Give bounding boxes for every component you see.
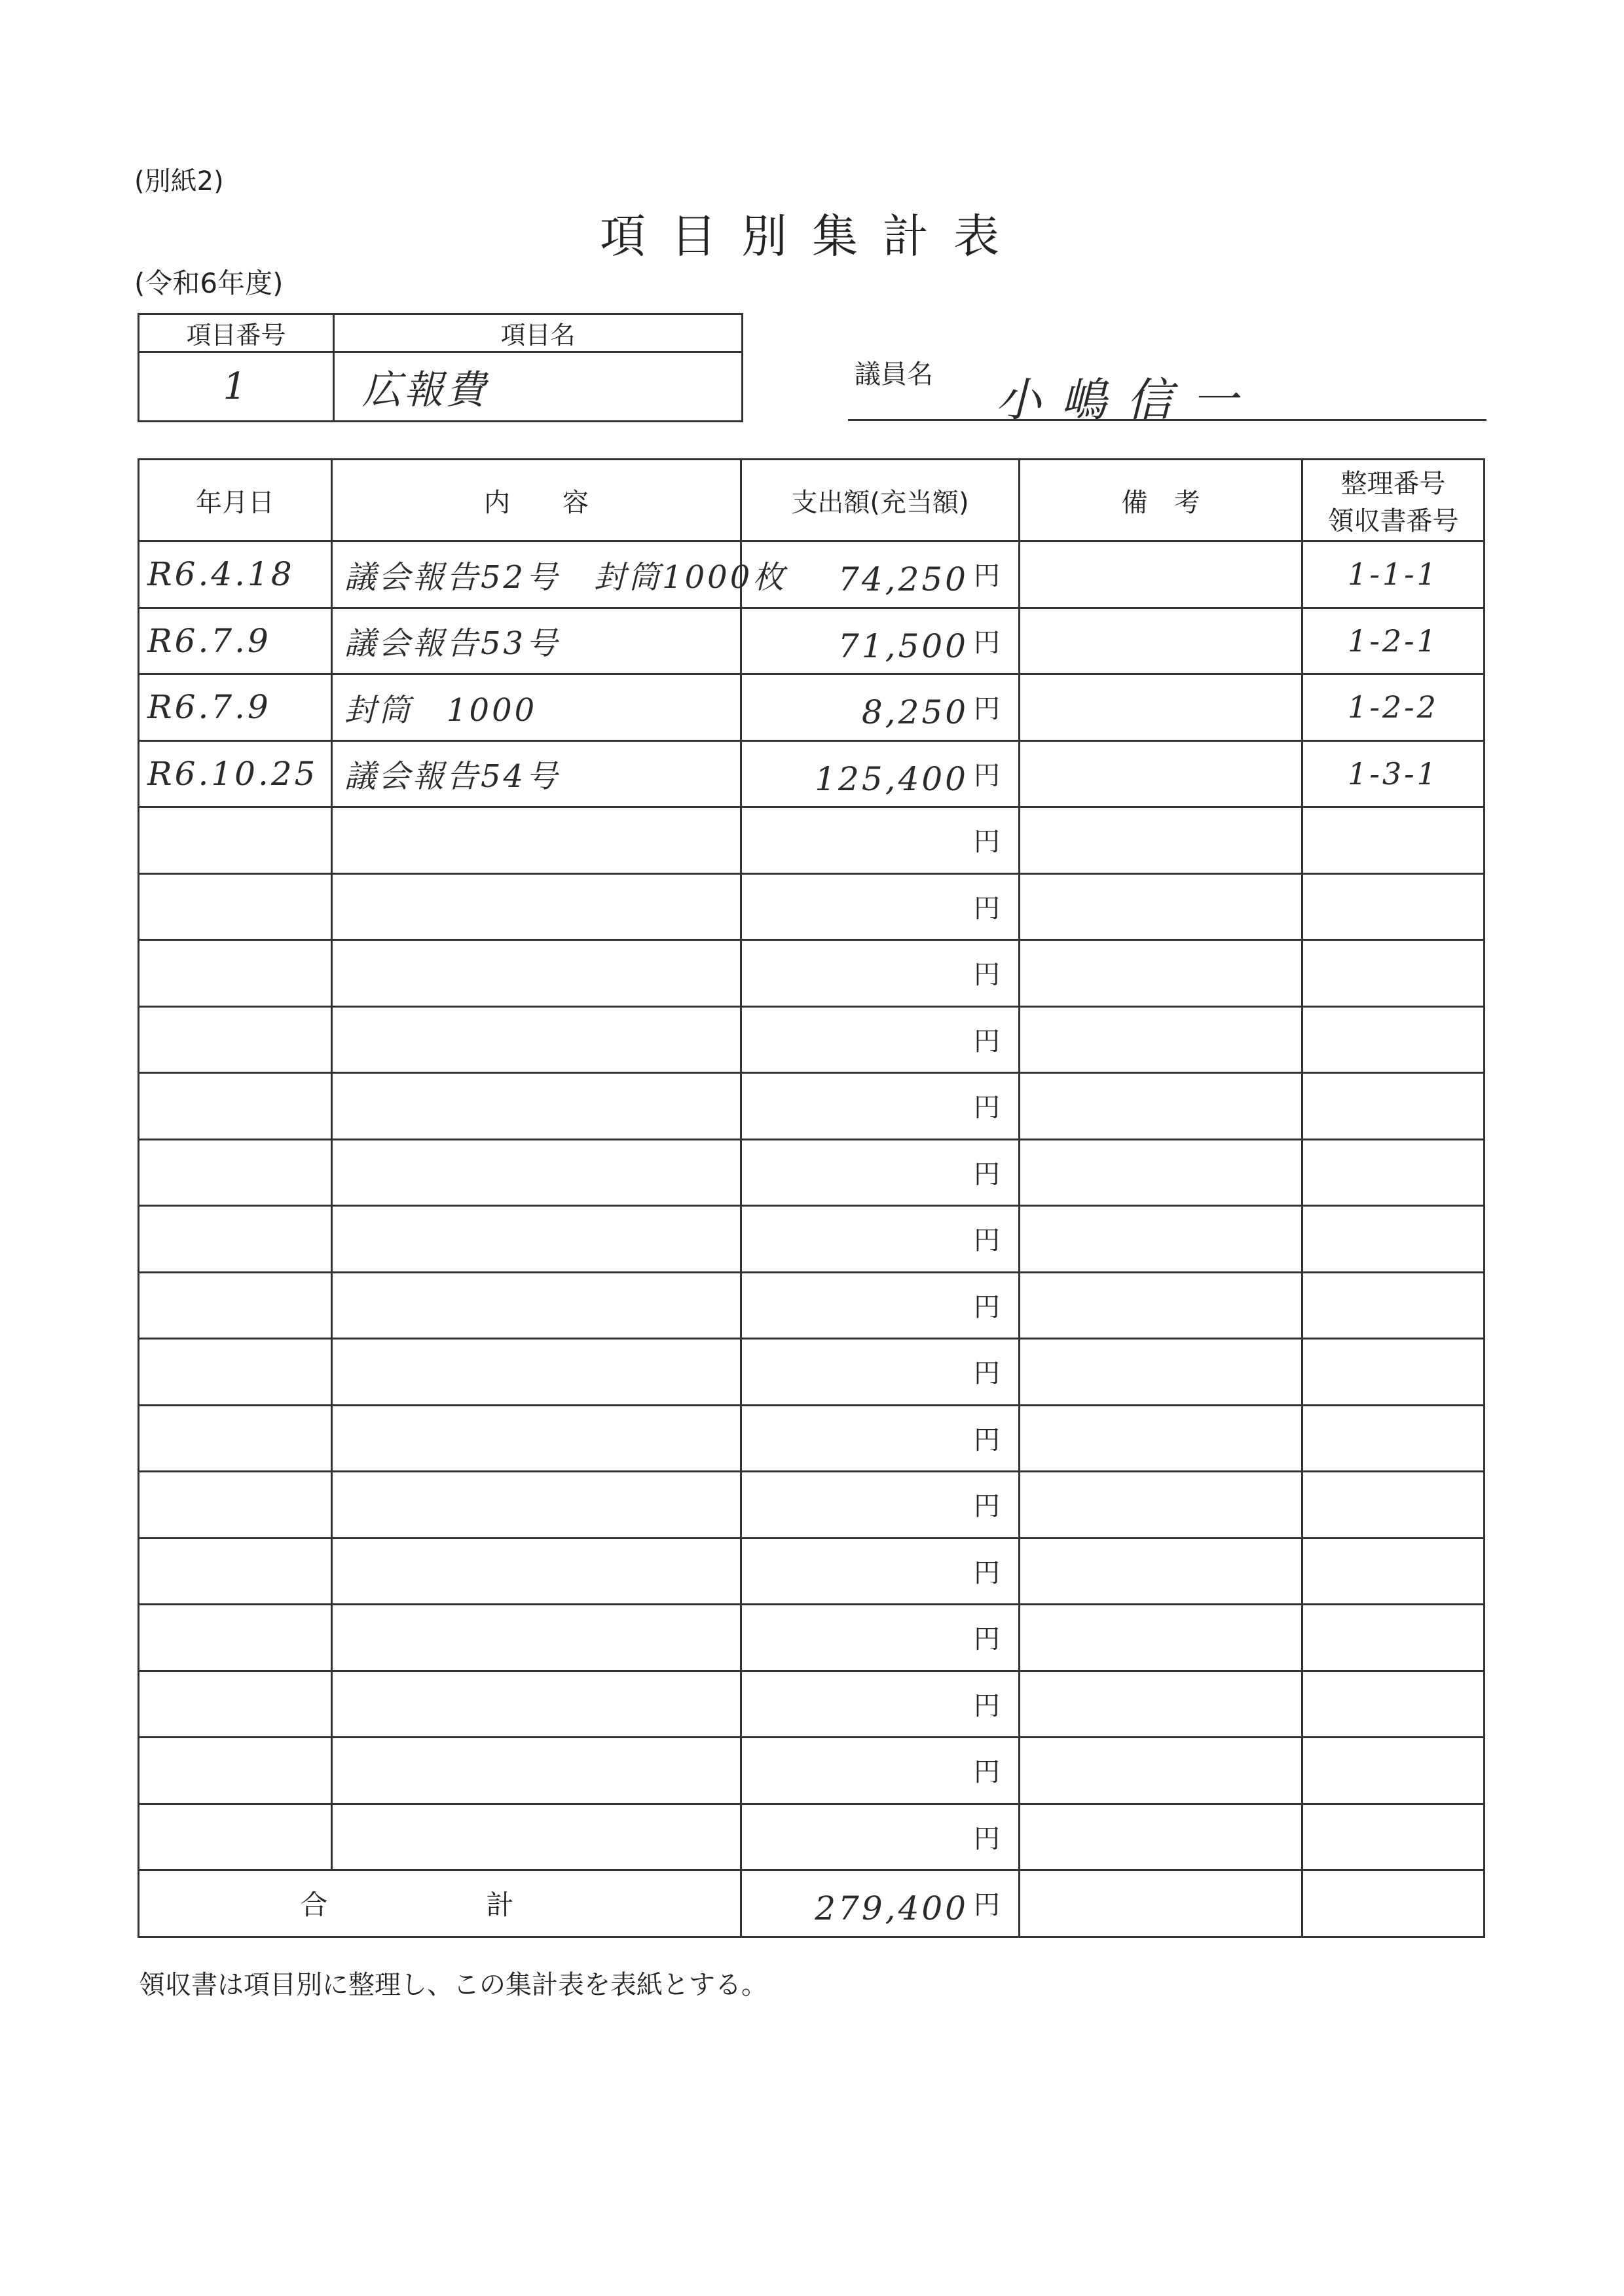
content-cell <box>332 1139 741 1206</box>
number-header-line1: 整理番号 <box>1340 469 1446 499</box>
yen-unit: 円 <box>974 1425 1000 1455</box>
table-row <box>139 1804 1485 1870</box>
date-cell: R6.10.25 <box>139 740 332 807</box>
receipt-number-cell <box>1302 1804 1485 1870</box>
number-header <box>1302 460 1485 541</box>
receipt-number-cell <box>1302 1272 1485 1339</box>
table-row <box>139 1073 1485 1140</box>
content-cell <box>332 1006 741 1073</box>
table-row <box>139 674 1485 741</box>
yen-unit: 円 <box>974 1823 1000 1854</box>
remarks-cell <box>1020 1671 1302 1738</box>
remarks-cell <box>1020 1206 1302 1273</box>
amount-value: 125,400 <box>815 759 969 798</box>
amount-cell <box>741 1139 1020 1206</box>
receipt-number-cell <box>1302 1339 1485 1406</box>
receipt-number-cell: 1-3-1 <box>1302 740 1485 807</box>
content-cell <box>332 1671 741 1738</box>
yen-unit: 円 <box>974 1624 1000 1654</box>
yen-unit: 円 <box>974 827 1000 857</box>
amount-cell <box>741 1006 1020 1073</box>
amount-cell <box>741 1671 1020 1738</box>
content-cell <box>332 940 741 1007</box>
receipt-number-cell <box>1302 940 1485 1007</box>
receipt-number-cell <box>1302 1073 1485 1140</box>
table-row <box>139 1671 1485 1738</box>
content-cell <box>332 1738 741 1804</box>
receipt-number-cell <box>1302 1139 1485 1206</box>
amount-cell <box>741 1472 1020 1539</box>
amount-cell <box>741 1405 1020 1472</box>
yen-unit: 円 <box>974 760 1000 791</box>
date-cell <box>139 1006 332 1073</box>
yen-unit: 円 <box>974 960 1000 990</box>
table-row <box>139 1139 1485 1206</box>
attachment-label: (別紙2) <box>134 166 224 196</box>
remarks-cell <box>1020 807 1302 874</box>
expense-table <box>138 458 1485 1938</box>
remarks-cell <box>1020 873 1302 940</box>
amount-cell <box>741 1339 1020 1406</box>
remarks-cell <box>1020 1139 1302 1206</box>
content-header: 内 容 <box>332 460 741 541</box>
date-cell <box>139 1605 332 1671</box>
remarks-cell <box>1020 674 1302 741</box>
yen-unit: 円 <box>974 1226 1000 1256</box>
content-cell: 封筒 1000 <box>332 674 741 741</box>
table-row <box>139 608 1485 674</box>
content-cell <box>332 1272 741 1339</box>
receipt-number-cell: 1-2-1 <box>1302 608 1485 674</box>
member-label: 議員名 <box>855 359 933 390</box>
receipt-number-cell <box>1302 1405 1485 1472</box>
total-row <box>139 1870 1485 1937</box>
receipt-number-cell <box>1302 1006 1485 1073</box>
yen-unit: 円 <box>974 1292 1000 1322</box>
total-remarks-cell <box>1020 1870 1302 1937</box>
date-cell <box>139 1738 332 1804</box>
table-row <box>139 740 1485 807</box>
content-cell <box>332 1405 741 1472</box>
footer-note: 領収書は項目別に整理し、この集計表を表紙とする。 <box>139 1970 767 2000</box>
receipt-number-cell <box>1302 1671 1485 1738</box>
date-cell: R6.7.9 <box>139 608 332 674</box>
content-cell: 議会報告53号 <box>332 608 741 674</box>
remarks-cell <box>1020 1006 1302 1073</box>
amount-cell <box>741 1605 1020 1671</box>
table-row <box>139 940 1485 1007</box>
amount-cell <box>741 1073 1020 1140</box>
receipt-number-cell <box>1302 1206 1485 1273</box>
remarks-cell <box>1020 1738 1302 1804</box>
date-cell <box>139 1073 332 1140</box>
content-cell <box>332 873 741 940</box>
date-cell <box>139 1339 332 1406</box>
content-cell <box>332 1339 741 1406</box>
remarks-cell <box>1020 1472 1302 1539</box>
table-header-row <box>139 460 1485 541</box>
yen-unit: 円 <box>974 627 1000 658</box>
table-row <box>139 1405 1485 1472</box>
date-cell <box>139 940 332 1007</box>
remarks-cell <box>1020 940 1302 1007</box>
content-cell <box>332 1804 741 1870</box>
item-name-header: 項目名 <box>335 315 741 353</box>
remarks-cell <box>1020 1804 1302 1870</box>
content-cell: 議会報告52号 封筒1000枚 <box>332 541 741 608</box>
table-row <box>139 807 1485 874</box>
yen-unit: 円 <box>974 1093 1000 1123</box>
date-cell <box>139 1405 332 1472</box>
member-signature: 小嶋信一 <box>995 373 1257 427</box>
date-cell <box>139 1139 332 1206</box>
yen-unit: 円 <box>974 1358 1000 1389</box>
receipt-number-cell: 1-2-2 <box>1302 674 1485 741</box>
receipt-number-cell <box>1302 873 1485 940</box>
amount-header: 支出額(充当額) <box>741 460 1020 541</box>
yen-unit: 円 <box>974 1159 1000 1190</box>
date-cell <box>139 1538 332 1605</box>
content-cell <box>332 1538 741 1605</box>
content-cell <box>332 1472 741 1539</box>
amount-cell <box>741 1206 1020 1273</box>
table-row <box>139 873 1485 940</box>
amount-cell <box>741 1738 1020 1804</box>
yen-unit: 円 <box>974 1558 1000 1588</box>
yen-unit: 円 <box>974 694 1000 724</box>
table-row <box>139 1339 1485 1406</box>
amount-value: 74,250 <box>838 560 969 598</box>
content-cell <box>332 1073 741 1140</box>
remarks-cell <box>1020 1405 1302 1472</box>
receipt-number-cell <box>1302 807 1485 874</box>
item-number-value: 1 <box>139 353 335 420</box>
content-cell <box>332 1206 741 1273</box>
yen-unit: 円 <box>974 893 1000 924</box>
table-row <box>139 1738 1485 1804</box>
amount-cell <box>741 1538 1020 1605</box>
table-row <box>139 1206 1485 1273</box>
remarks-cell <box>1020 1538 1302 1605</box>
amount-cell <box>741 608 1020 674</box>
remarks-cell <box>1020 608 1302 674</box>
item-name-value: 広報費 <box>362 367 488 413</box>
amount-value: 8,250 <box>861 693 969 731</box>
date-header: 年月日 <box>139 460 332 541</box>
signature-line <box>848 419 1486 421</box>
yen-unit: 円 <box>974 1491 1000 1522</box>
amount-cell <box>741 807 1020 874</box>
content-cell <box>332 1605 741 1671</box>
amount-cell <box>741 1272 1020 1339</box>
remarks-cell <box>1020 1339 1302 1406</box>
table-row <box>139 1605 1485 1671</box>
date-cell <box>139 1804 332 1870</box>
remarks-cell <box>1020 1605 1302 1671</box>
amount-cell <box>741 873 1020 940</box>
fiscal-year: (令和6年度) <box>134 267 284 299</box>
remarks-cell <box>1020 1272 1302 1339</box>
date-cell <box>139 1472 332 1539</box>
table-row <box>139 1538 1485 1605</box>
remarks-header: 備 考 <box>1020 460 1302 541</box>
table-row <box>139 1272 1485 1339</box>
total-label: 合 計 <box>139 1870 741 1937</box>
yen-unit: 円 <box>974 1757 1000 1787</box>
yen-unit: 円 <box>974 1890 1000 1920</box>
item-number-header: 項目番号 <box>139 315 335 353</box>
remarks-cell <box>1020 541 1302 608</box>
total-number-cell <box>1302 1870 1485 1937</box>
amount-cell <box>741 1804 1020 1870</box>
table-row <box>139 1006 1485 1073</box>
remarks-cell <box>1020 1073 1302 1140</box>
table-row <box>139 1472 1485 1539</box>
date-cell <box>139 807 332 874</box>
amount-cell <box>741 674 1020 741</box>
date-cell: R6.7.9 <box>139 674 332 741</box>
receipt-number-cell <box>1302 1738 1485 1804</box>
receipt-number-cell <box>1302 1538 1485 1605</box>
receipt-number-cell <box>1302 1472 1485 1539</box>
total-amount: 279,400 <box>815 1889 969 1927</box>
total-amount-cell <box>741 1870 1020 1937</box>
item-box <box>138 313 743 422</box>
date-cell <box>139 1272 332 1339</box>
date-cell <box>139 873 332 940</box>
date-cell: R6.4.18 <box>139 541 332 608</box>
content-cell <box>332 807 741 874</box>
amount-value: 71,500 <box>838 627 969 665</box>
page-title: 項目別集計表 <box>600 210 1024 263</box>
table-row <box>139 541 1485 608</box>
date-cell <box>139 1206 332 1273</box>
receipt-number-cell <box>1302 1605 1485 1671</box>
number-header-line2: 領収書番号 <box>1327 506 1459 536</box>
date-cell <box>139 1671 332 1738</box>
amount-cell <box>741 940 1020 1007</box>
remarks-cell <box>1020 740 1302 807</box>
content-cell: 議会報告54号 <box>332 740 741 807</box>
yen-unit: 円 <box>974 1026 1000 1057</box>
amount-cell <box>741 740 1020 807</box>
receipt-number-cell: 1-1-1 <box>1302 541 1485 608</box>
yen-unit: 円 <box>974 561 1000 591</box>
yen-unit: 円 <box>974 1690 1000 1721</box>
